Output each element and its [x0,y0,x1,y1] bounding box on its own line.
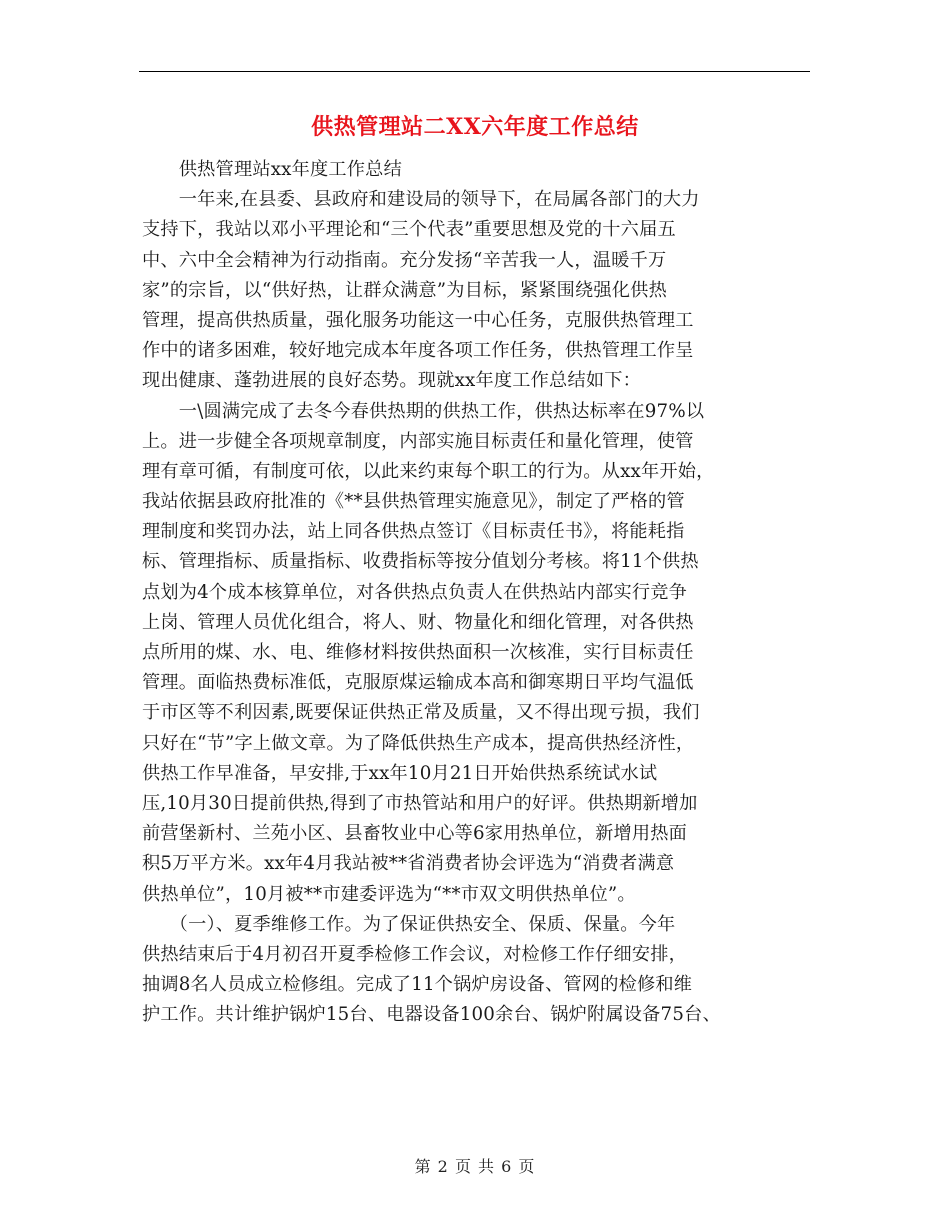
body-line: 一年来,在县委、县政府和建设局的领导下，在局属各部门的大力 [142,189,700,211]
body-line: 理有章可循，有制度可依，以此来约束每个职工的行为。从xx年开始， [142,460,715,482]
body-line: 供热工作早准备，早安排,于xx年10月21日开始供热系统试水试 [142,762,658,784]
body-line: 理制度和奖罚办法，站上同各供热点签订《目标责任书》，将能耗指 [142,521,685,543]
body-line: 只好在“节”字上做文章。为了降低供热生产成本，提高供热经济性， [142,732,695,754]
body-line: 上。进一步健全各项规章制度，内部实施目标责任和量化管理，使管 [142,430,694,452]
body-line: 于市区等不利因素,既要保证供热正常及质量，又不得出现亏损，我们 [142,702,700,724]
body-line: 护工作。共计维护锅炉15台、电器设备100余台、锅炉附属设备75台、 [142,1004,721,1026]
body-line: 家”的宗旨，以“供好热，让群众满意”为目标，紧紧围绕强化供热 [142,279,667,301]
body-line: 点所用的煤、水、电、维修材料按供热面积一次核准，实行目标责任 [142,642,694,663]
body-line: 管理。面临热费标准低，克服原煤运输成本高和御寒期日平均气温低 [142,672,694,694]
body-line: 供热结束后于4月初召开夏季检修工作会议，对检修工作仔细安排， [142,943,688,965]
document-title: 供热管理站二XX六年度工作总结 [311,114,639,140]
body-line: 一\圆满完成了去冬今春供热期的供热工作，供热达标率在97%以 [142,400,705,422]
body-line: 上岗、管理人员优化组合，将人、财、物量化和细化管理，对各供热 [142,611,694,633]
body-line: （一）、夏季维修工作。为了保证供热安全、保质、保量。今年 [142,913,676,935]
body-line: 中、六中全会精神为行动指南。充分发扬“辛苦我一人，温暖千万 [142,249,667,271]
body-line: 点划为4个成本核算单位，对各供热点负责人在供热站内部实行竞争 [142,581,688,603]
body-line: 抽调8名人员成立检修组。完成了11个锅炉房设备、管网的检修和维 [142,974,693,996]
document-body [142,155,814,1030]
body-line: 支持下，我站以邓小平理论和“三个代表”重要思想及党的十六届五 [142,219,676,241]
body-line: 前营堡新村、兰苑小区、县畜牧业中心等6家用热单位，新增用热面 [142,823,688,845]
body-line: 供热单位”，10月被**市建委评选为“**市双文明供热单位”。 [142,883,636,905]
body-line: 现出健康、蓬勃进展的良好态势。现就xx年度工作总结如下： [142,370,641,392]
header-rule [139,71,810,72]
body-line: 标、管理指标、质量指标、收费指标等按分值划分考核。将11个供热 [142,551,699,573]
body-line: 作中的诸多困难，较好地完成本年度各项工作任务，供热管理工作呈 [142,340,694,362]
body-line: 供热管理站xx年度工作总结 [142,159,402,180]
body-line: 压,10月30日提前供热,得到了市热管站和用户的好评。供热期新增加 [142,792,698,814]
body-line: 我站依据县政府批准的《**县供热管理实施意见》，制定了严格的管 [142,491,685,513]
page-footer: 第 2 页 共 6 页 [414,1157,536,1176]
body-line: 积5万平方米。xx年4月我站被**省消费者协会评选为“消费者满意 [142,853,675,875]
body-line: 管理，提高供热质量，强化服务功能这一中心任务，克服供热管理工 [142,309,694,331]
